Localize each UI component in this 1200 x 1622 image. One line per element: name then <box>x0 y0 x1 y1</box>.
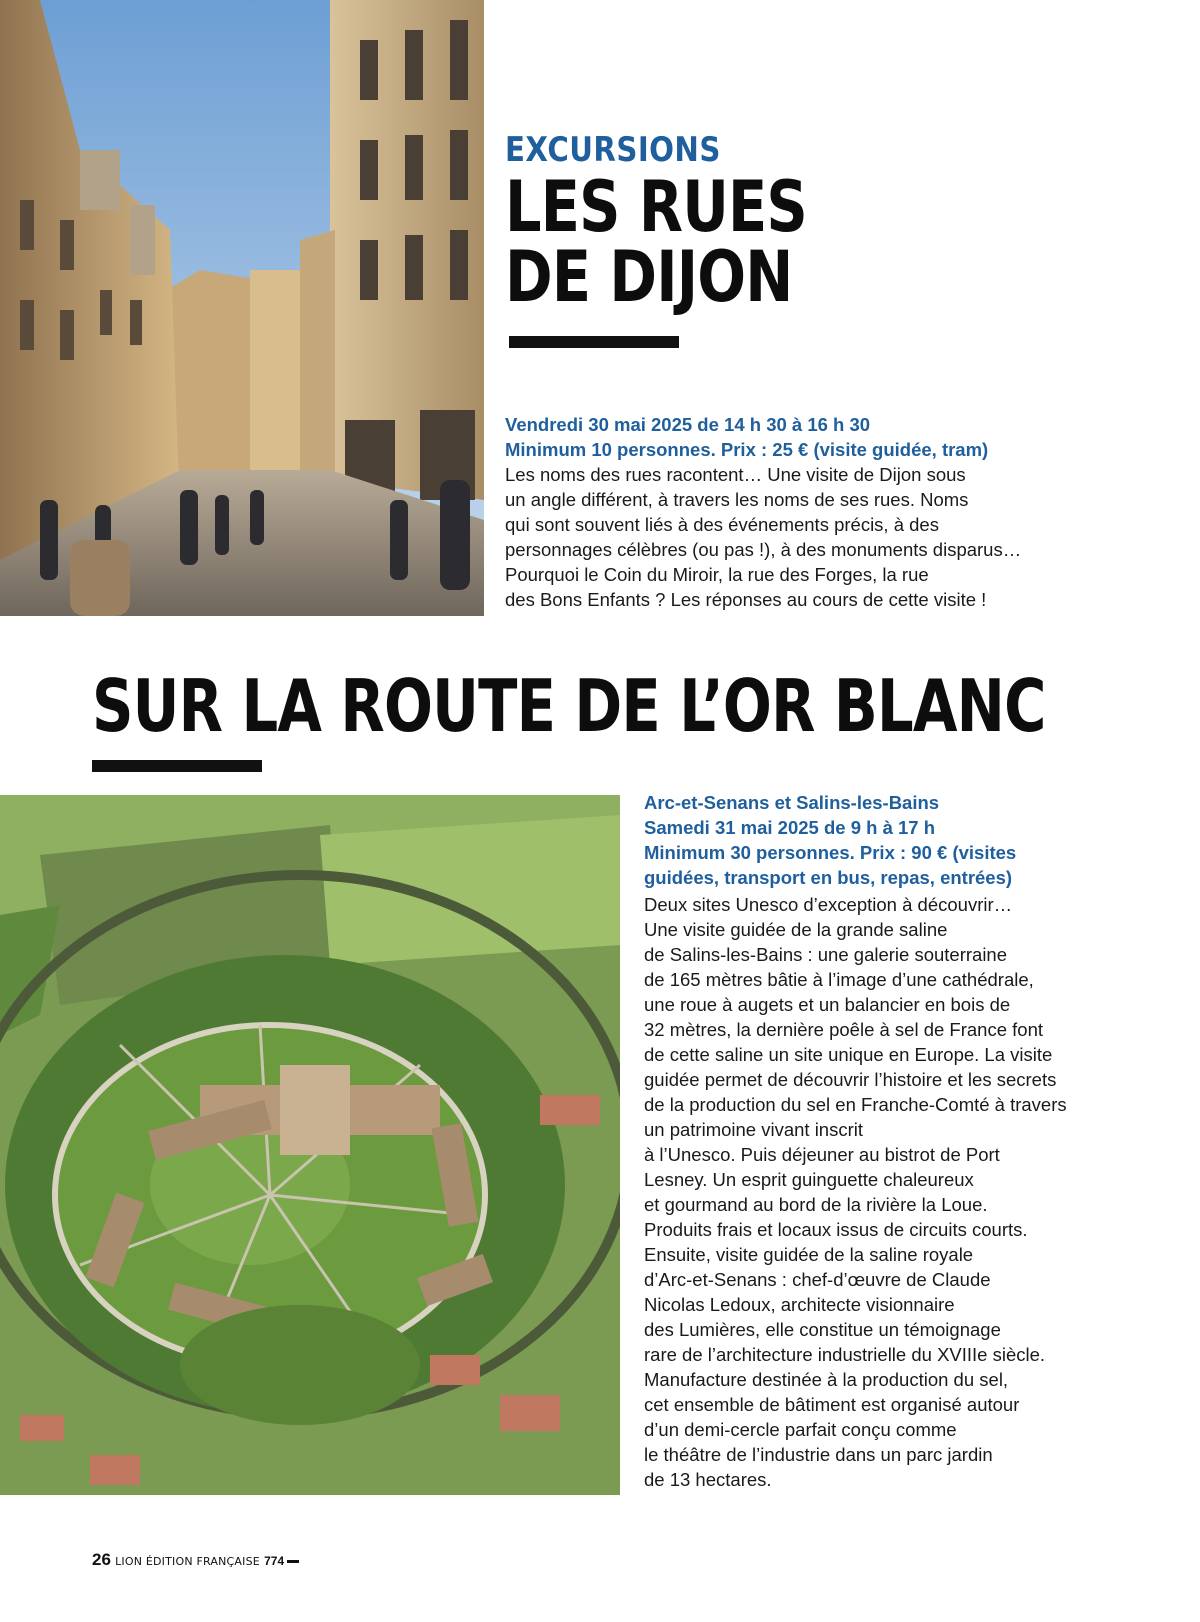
body-line: des Bons Enfants ? Les réponses au cours de cette visite ! <box>505 589 987 610</box>
section1-title-rule <box>509 336 679 348</box>
saline-aerial-illustration <box>0 795 620 1495</box>
body-line: Une visite guidée de la grande saline <box>644 919 948 940</box>
event-date: Samedi 31 mai 2025 de 9 h à 17 h <box>644 817 936 838</box>
body-line: un angle différent, à travers les noms de ses rues. Noms <box>505 489 969 510</box>
body-line: qui sont souvent liés à des événements précis, à des <box>505 514 939 535</box>
body-line: Manufacture destinée à la production du sel, <box>644 1369 1009 1390</box>
body-line: 32 mètres, la dernière poêle à sel de France font <box>644 1019 1044 1040</box>
section2-title-rule <box>92 760 262 772</box>
body-line: Produits frais et locaux issus de circuits courts. <box>644 1219 1028 1240</box>
event-date: Vendredi 30 mai 2025 de 14 h 30 à 16 h 30 <box>505 414 871 435</box>
body-line: de la production du sel en Franche-Comté à travers <box>644 1094 1067 1115</box>
body-line: personnages célèbres (ou pas !), à des monuments disparus… <box>505 539 1022 560</box>
dijon-street-photo <box>0 0 484 616</box>
body-line: Deux sites Unesco d’exception à découvrir… <box>644 894 1013 915</box>
event-price: guidées, transport en bus, repas, entrées) <box>644 867 1013 888</box>
page-footer <box>92 1550 299 1570</box>
section1-title-line: LES RUES <box>505 166 807 248</box>
publication-name: LION ÉDITION FRANÇAISE <box>115 1555 260 1568</box>
body-line: rare de l’architecture industrielle du XVIIIe siècle. <box>644 1344 1046 1365</box>
body-line: des Lumières, elle constitue un témoignage <box>644 1319 1001 1340</box>
section1-title-line: DE DIJON <box>505 236 793 318</box>
footer-dash <box>287 1560 299 1563</box>
section2-event-details <box>644 790 1164 890</box>
body-line: d’Arc-et-Senans : chef-d’œuvre de Claude <box>644 1269 991 1290</box>
body-line: de cette saline un site unique en Europe. La visite <box>644 1044 1053 1065</box>
section1-event-details <box>505 412 1185 462</box>
event-price: Minimum 10 personnes. Prix : 25 € (visite guidée, tram) <box>505 439 989 460</box>
dijon-street-illustration <box>0 0 484 616</box>
section1-body <box>505 462 1185 612</box>
body-line: Pourquoi le Coin du Miroir, la rue des Forges, la rue <box>505 564 929 585</box>
body-line: d’un demi-cercle parfait conçu comme <box>644 1419 957 1440</box>
body-line: Les noms des rues racontent… Une visite de Dijon sous <box>505 464 966 485</box>
body-line: Nicolas Ledoux, architecte visionnaire <box>644 1294 955 1315</box>
section2-body <box>644 892 1114 1492</box>
body-line: et gourmand au bord de la rivière la Loue. <box>644 1194 988 1215</box>
section2-title: SUR LA ROUTE DE L’OR BLANC <box>92 664 1046 748</box>
page-number: 26 <box>92 1550 111 1569</box>
body-line: le théâtre de l’industrie dans un parc jardin <box>644 1444 993 1465</box>
section-kicker: EXCURSIONS <box>505 130 721 170</box>
body-line: guidée permet de découvrir l’histoire et les secrets <box>644 1069 1057 1090</box>
event-price: Minimum 30 personnes. Prix : 90 € (visites <box>644 842 1017 863</box>
event-location: Arc-et-Senans et Salins-les-Bains <box>644 792 940 813</box>
issue-number: 774 <box>264 1554 285 1568</box>
body-line: un patrimoine vivant inscrit <box>644 1119 864 1140</box>
body-line: à l’Unesco. Puis déjeuner au bistrot de Port <box>644 1144 1000 1165</box>
body-line: de 165 mètres bâtie à l’image d’une cathédrale, <box>644 969 1034 990</box>
section1-title <box>505 166 1030 318</box>
body-line: une roue à augets et un balancier en bois de <box>644 994 1011 1015</box>
body-line: cet ensemble de bâtiment est organisé autour <box>644 1394 1020 1415</box>
body-line: Ensuite, visite guidée de la saline royale <box>644 1244 974 1265</box>
body-line: de Salins-les-Bains : une galerie souterraine <box>644 944 1008 965</box>
body-line: Lesney. Un esprit guinguette chaleureux <box>644 1169 974 1190</box>
body-line: de 13 hectares. <box>644 1469 772 1490</box>
saline-aerial-photo <box>0 795 620 1495</box>
